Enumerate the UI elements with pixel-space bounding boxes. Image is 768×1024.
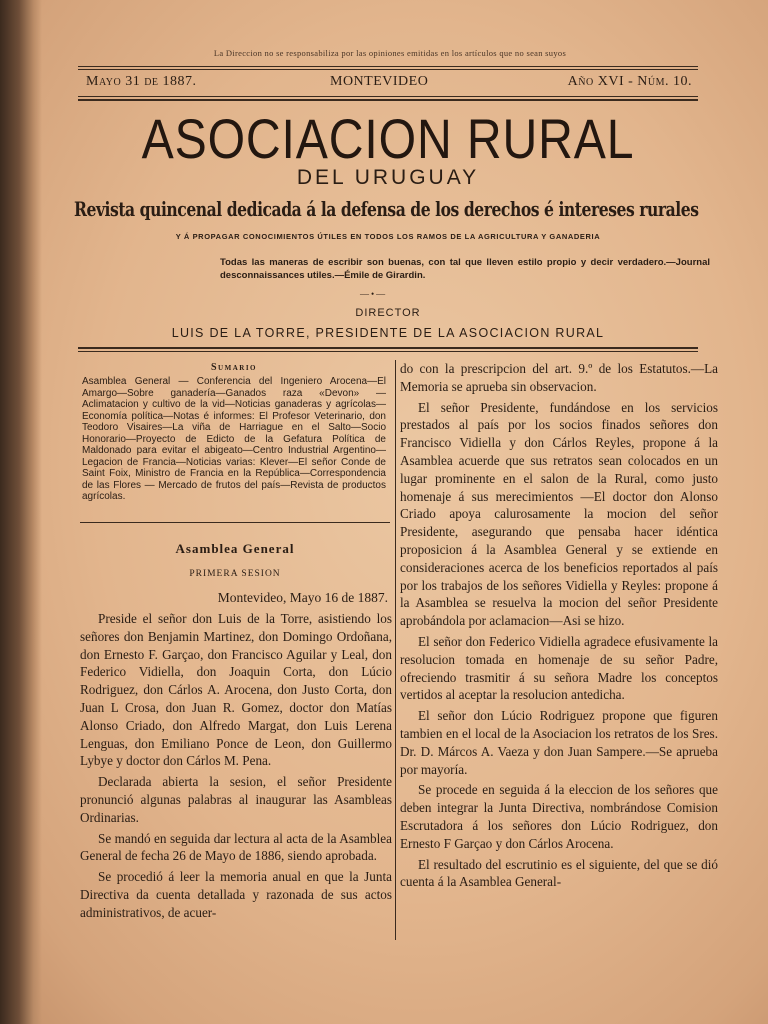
issue-date: Mayo 31 de 1887.: [86, 74, 197, 89]
paragraph: El señor don Lúcio Rodriguez propone que figuren tambien en el local de la Asociacion los retratos de los Sres. Dr. D. Márcos A. Vaeza y don Juan Sampere.—Se aprueba por mayoría.: [400, 708, 718, 777]
sumario-title: Sumario: [210, 362, 257, 373]
top-rule-double: [78, 69, 698, 70]
epigraph-quote: Todas las maneras de escribir son buenas, con tal que lleven estilo propio y decir verdadero.—Journal desconnaissances utiles.—Émile de Girardin.: [220, 257, 710, 281]
director-name: LUIS DE LA TORRE, PRESIDENTE DE LA ASOCIACION RURAL: [171, 326, 605, 340]
paragraph: El señor Presidente, fundándose en los servicios prestados al país por los socios finados señores don Francisco Vidiella y don Cárlos Reyles, propone á la Asamblea acuerde que sus retratos sean colocados en un lugar prominente en el salon de la Rural, como justo homenaje á sus merecimientos —El doctor don Alonso Criado apoya calurosamente la mocion del señor Presidente, asegurando que pensaba hacer idéntica proposicion á la Asamblea General y se extiende en consideraciones acerca de los beneficios reportados al país por los trabajos de los señores Vidiella y Reyles: propone á la Asamblea se resuelva la mocion del señor Presidente aprobándola por aclamacion—Asi se hizo.: [400, 399, 718, 629]
header-bottom-rule-thin: [78, 351, 698, 352]
ornament-divider: —•—: [360, 289, 388, 299]
dateline-rule-thick: [78, 99, 698, 101]
top-rule: [78, 66, 698, 67]
masthead-tagline: Y Á PROPAGAR CONOCIMIENTOS ÚTILES EN TODOS LOS RAMOS DE LA AGRICULTURA Y GANADERIA: [175, 232, 601, 241]
dateline: [86, 74, 692, 92]
article-dateplace: Montevideo, Mayo 16 de 1887.: [217, 590, 388, 605]
masthead-subtitle: DEL URUGUAY: [296, 166, 480, 189]
header-bottom-rule: [78, 347, 698, 349]
sumario-body: Asamblea General — Conferencia del Ingeniero Arocena—El Amargo—Sobre ganadería—Ganados raza «Devon» — Aclimatacion y cultivo de la vid—Noticias ganaderas y agrícolas—Economía política—Notas é informes: El Profesor Veterinario, don Teodoro Visaires—La viña de Harriague en el Salto—Socio Honorario—Proyecto de Edicto de la Gefatura Política de Maldonado para evitar el abigeato—Centro Industrial Argentino—Legacion de Francia—Noticias varias: Klever—El señor Conde de Saint Foix, Ministro de Francia en la República—Correspondencia de las Flores — Mercado de frutos del país—Revista de productos agrícolas.: [82, 376, 386, 502]
paragraph: El resultado del escrutinio es el siguiente, del que se dió cuenta á la Asamblea General-: [400, 856, 718, 890]
book-spine-shadow: [0, 0, 42, 1024]
paragraph: Preside el señor don Luis de la Torre, asistiendo los señores don Benjamin Martinez, don Domingo Ordoñana, don Ernesto F. Garçao, don Francisco Aguilar y Leal, don Federico Vidiella, don Joaquin Corta, don Lúcio Rodriguez, don Cárlos A. Arocena, don Justo Corta, don Juan L Crosa, don Juan R. Gomez, doctor don Matías Alonso Criado, don Alfredo Margat, don Luis Lerena Lenguas, don Emiliano Ponce de Leon, don Guillermo Lybye y doctor don Cárlos M. Pena.: [80, 611, 392, 769]
article-right-column: [400, 360, 718, 894]
issue-number: Año XVI - Núm. 10.: [567, 74, 692, 89]
article-left-column: [80, 610, 392, 925]
director-label: DIRECTOR: [355, 307, 421, 319]
column-divider: [395, 360, 396, 940]
masthead-title: ASOCIACION RURAL: [141, 107, 635, 170]
dateline-rule: [78, 96, 698, 97]
article-session: PRIMERA SESION: [189, 569, 281, 579]
article-title: Asamblea General: [175, 541, 295, 556]
paragraph: Se procedió á leer la memoria anual en que la Junta Directiva da cuenta detallada y razonada de sus actos administrativos, de acuer-: [80, 869, 392, 920]
paragraph: El señor don Federico Vidiella agradece efusivamente la resolucion tomada en homenaje de su señor Padre, ofreciendo trasmitir á su señora Madre los conceptos vertidos al aceptar la resolucion antedicha.: [400, 633, 718, 703]
paragraph: Se mandó en seguida dar lectura al acta de la Asamblea General de fecha 26 de Mayo de 1886, siendo aprobada.: [80, 830, 392, 864]
sumario-separator: [80, 522, 390, 523]
paragraph: do con la prescripcion del art. 9.º de los Estatutos.—La Memoria se aprueba sin observacion.: [400, 361, 718, 394]
masthead-description: Revista quincenal dedicada á la defensa de los derechos é intereses rurales: [74, 197, 699, 221]
paragraph: Se procede en seguida á la eleccion de los señores que deben integrar la Junta Directiva, nombrándose Comision Escrutadora á los señores don Lúcio Rodriguez, don Ernesto F Garçao y don Cárlos Arocena.: [400, 782, 718, 851]
disclaimer-line: La Direccion no se responsabiliza por las opiniones emitidas en los artículos que no sean suyos: [213, 48, 567, 58]
paragraph: Declarada abierta la sesion, el señor Presidente pronunció algunas palabras al inaugurar las Asambleas Ordinarias.: [80, 774, 392, 825]
sumario-box: [80, 362, 388, 503]
issue-city: MONTEVIDEO: [330, 74, 429, 89]
